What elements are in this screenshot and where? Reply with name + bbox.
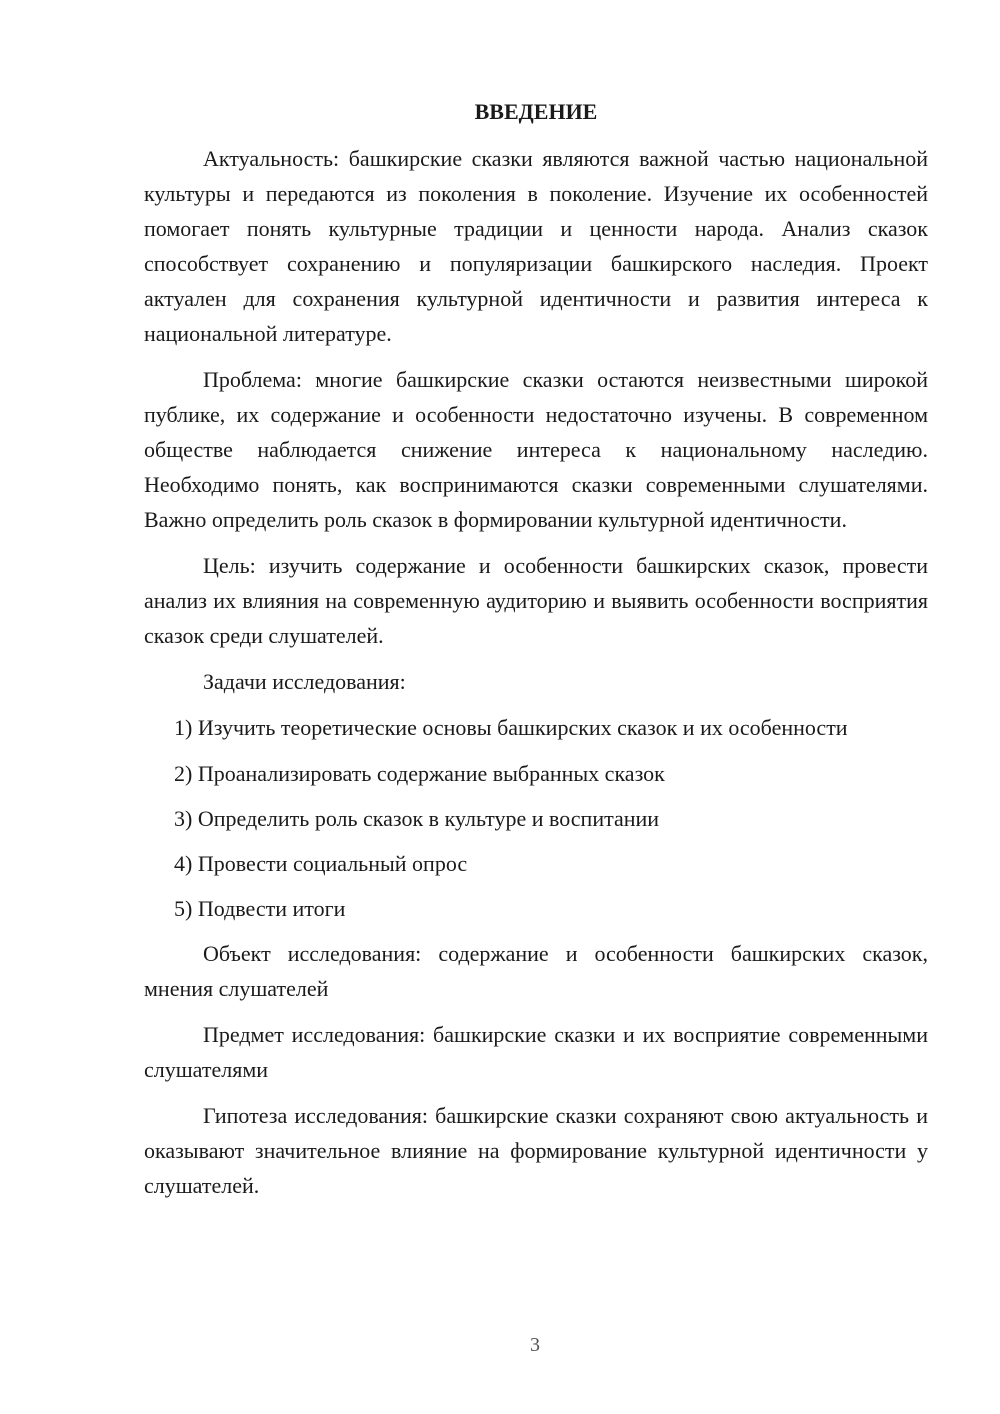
- task-item-5: 5) Подвести итоги: [174, 896, 346, 921]
- object-paragraph: Объект исследования: содержание и особенности башкирских сказок, мнения слушателей: [144, 941, 928, 1001]
- subject-paragraph: Предмет исследования: башкирские сказки и их восприятие современными слушателями: [144, 1022, 928, 1082]
- task-item-4: 4) Провести социальный опрос: [174, 851, 468, 876]
- page-title: ВВЕДЕНИЕ: [474, 99, 598, 124]
- tasks-heading: Задачи исследования:: [203, 669, 406, 694]
- task-item-3: 3) Определить роль сказок в культуре и воспитании: [174, 806, 660, 831]
- goal-paragraph: Цель: изучить содержание и особенности башкирских сказок, провести анализ их влияния на современную аудиторию и выявить особенности восприятия сказок среди слушателей.: [144, 553, 928, 648]
- page-number: 3: [530, 1334, 540, 1356]
- problem-paragraph: Проблема: многие башкирские сказки остаются неизвестными широкой публике, их содержание и особенности недостаточно изучены. В современном обществе наблюдается снижение интереса к национальному наследию. Необходимо понять, как воспринимаются сказки современными слушателями. Важно определить роль сказок в формировании культурной идентичности.: [144, 367, 928, 532]
- task-item-1: 1) Изучить теоретические основы башкирских сказок и их особенности: [174, 715, 848, 740]
- page-content: [144, 94, 928, 1214]
- hypothesis-paragraph: Гипотеза исследования: башкирские сказки сохраняют свою актуальность и оказывают значительное влияние на формирование культурной идентичности у слушателей.: [144, 1103, 928, 1198]
- relevance-paragraph: Актуальность: башкирские сказки являются важной частью национальной культуры и передаются из поколения в поколение. Изучение их особенностей помогает понять культурные традиции и ценности народа. Анализ сказок способствует сохранению и популяризации башкирского наследия. Проект актуален для сохранения культурной идентичности и развития интереса к национальной литературе.: [144, 146, 928, 346]
- task-item-2: 2) Проанализировать содержание выбранных сказок: [174, 761, 665, 786]
